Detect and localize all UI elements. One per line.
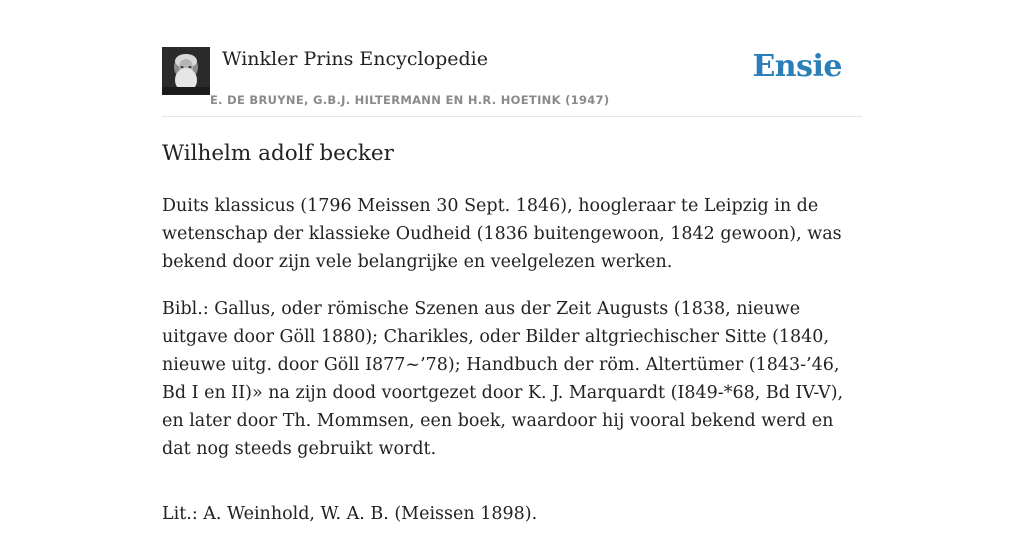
portrait-icon [162, 47, 210, 95]
article-paragraph: Duits klassicus (1796 Meissen 30 Sept. 1846), hoogleraar te Leipzig in de wetenschap der klassieke Oudheid (1836 buitengewoon, 1842 gewoon), was bekend door zijn vele belangrijke en veelgelezen werken. [162, 196, 842, 272]
article-title: Wilhelm adolf becker [162, 141, 394, 166]
source-title[interactable]: Winkler Prins Encyclopedie [222, 48, 488, 70]
source-header [162, 44, 862, 117]
source-authors: E. DE BRUYNE, G.B.J. HILTERMANN EN H.R. HOETINK (1947) [210, 93, 610, 107]
author-avatar[interactable] [162, 47, 210, 95]
article-literature: Lit.: A. Weinhold, W. A. B. (Meissen 1898). [162, 504, 538, 524]
article [162, 138, 862, 547]
article-bibliography: Bibl.: Gallus, oder römische Szenen aus der Zeit Augusts (1838, nieuwe uitgave door Göll 1880); Charikles, oder Bilder altgriechischer Sitte (1840, nieuwe uitg. door Göll I877~’78); Handbuch der röm. Altertümer (1843-’46, Bd I en II)» na zijn dood voortgezet door K. J. Marquardt (I849-*68, Bd IV-V), en later door Th. Mommsen, een boek, waardoor hij vooral bekend werd en dat nog steeds gebruikt wordt. [162, 299, 844, 459]
ensie-logo-link[interactable]: Ensie [752, 49, 842, 84]
